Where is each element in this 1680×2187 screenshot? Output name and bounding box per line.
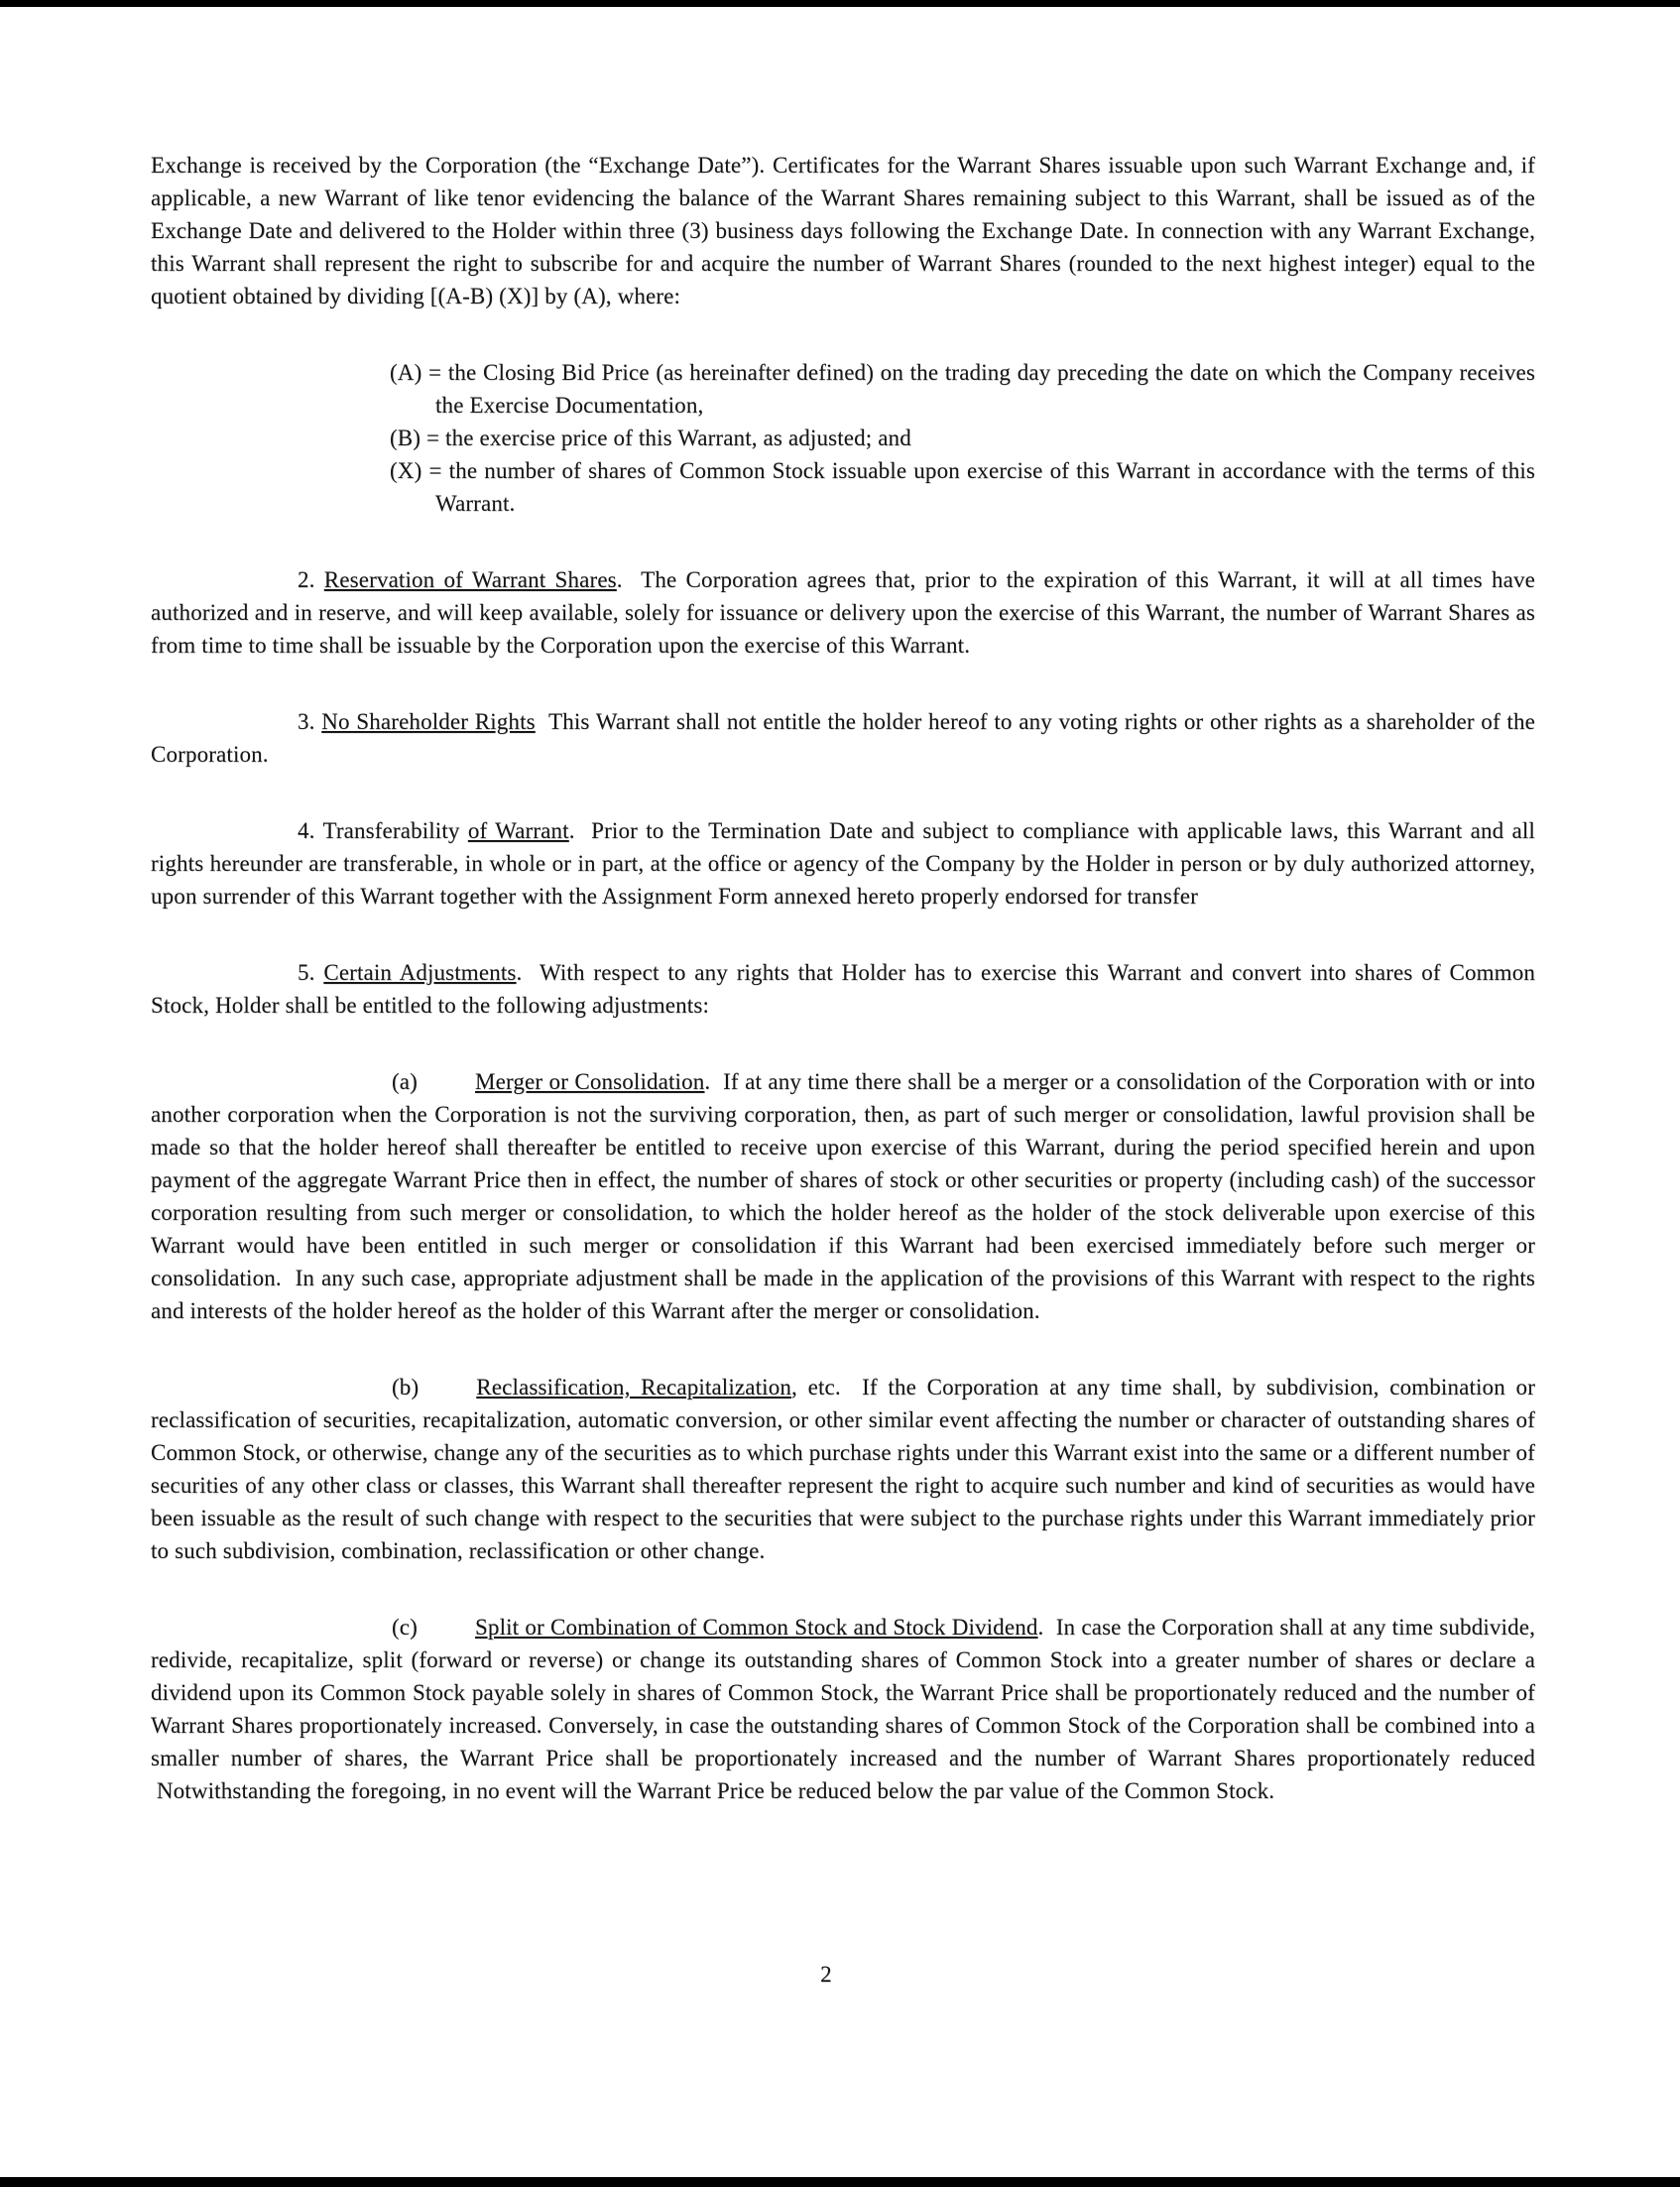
section-3-number: 3. xyxy=(298,709,315,734)
subsection-a-paragraph xyxy=(151,1065,1535,1327)
definition-item-a: (A) = the Closing Bid Price (as hereinafter defined) on the trading day preceding the date on which the Company receives the Exercise Documentation, xyxy=(390,360,1535,418)
scan-top-edge xyxy=(0,0,1680,7)
page-number: 2 xyxy=(820,1962,832,1987)
subsection-c-text: . In case the Corporation shall at any time subdivide, redivide, recapitalize, split (forward or reverse) or change its outstanding shares of Common Stock into a greater number of shares or declare a dividend upon its Common Stock payable solely in shares of Common Stock, the Warrant Price shall be proportionately reduced and the number of Warrant Shares proportionately increased. Conversely, in case the outstanding shares of Common Stock of the Corporation shall be combined into a smaller number of shares, the Warrant Price shall be proportionately increased and the number of Warrant Shares proportionately reduced Notwithstanding the foregoing, in no event will the Warrant Price be reduced below the par value of the Common Stock. xyxy=(151,1615,1535,1803)
subsection-b-label: (b) xyxy=(392,1375,420,1399)
continuation-paragraph xyxy=(151,149,1535,312)
section-2-paragraph xyxy=(151,563,1535,662)
section-4-heading: of Warrant xyxy=(467,818,569,843)
subsection-b-text: , etc. If the Corporation at any time shall, by subdivision, combination or reclassification of securities, recapitalization, automatic conversion, or other similar event affecting the number or character of outstanding shares of Common Stock, or otherwise, change any of the securities as to which purchase rights under this Warrant exist into the same or a different number of securities of any other class or classes, this Warrant shall thereafter represent the right to acquire such number and kind of securities as would have been issuable as the result of such change with respect to the securities that were subject to the purchase rights under this Warrant immediately prior to such subdivision, combination, reclassification or other change. xyxy=(151,1375,1535,1563)
section-4-paragraph xyxy=(151,814,1535,912)
section-4-heading-plain: Transferability xyxy=(322,818,468,843)
section-4-number: 4. xyxy=(298,818,315,843)
section-5-heading: Certain Adjustments xyxy=(323,960,517,985)
definition-list xyxy=(390,356,1535,520)
section-3-text: This Warrant shall not entitle the holder hereof to any voting rights or other rights as a shareholder of the Corporation. xyxy=(151,709,1535,767)
continuation-text: Exchange is received by the Corporation (the “Exchange Date”). Certificates for the Warrant Shares issuable upon such Warrant Exchange and, if applicable, a new Warrant of like tenor evidencing the balance of the Warrant Shares remaining subject to this Warrant, shall be issued as of the Exchange Date and delivered to the Holder within three (3) business days following the Exchange Date. In connection with any Warrant Exchange, this Warrant shall represent the right to subscribe for and acquire the number of Warrant Shares (rounded to the next highest integer) equal to the quotient obtained by dividing [(A-B) (X)] by (A), where: xyxy=(151,153,1535,308)
subsection-c-label: (c) xyxy=(392,1615,418,1640)
subsection-c-heading: Split or Combination of Common Stock and Stock Dividend xyxy=(474,1615,1038,1640)
subsection-c-paragraph xyxy=(151,1611,1535,1807)
subsection-b-heading: Reclassification, Recapitalization xyxy=(476,1375,791,1399)
section-3-heading: No Shareholder Rights xyxy=(321,709,536,734)
section-2-heading: Reservation of Warrant Shares xyxy=(323,567,617,592)
section-3-paragraph xyxy=(151,705,1535,771)
subsection-a-label: (a) xyxy=(392,1069,418,1094)
section-5-text: . With respect to any rights that Holder has to exercise this Warrant and convert into shares of Common Stock, Holder shall be entitled to the following adjustments: xyxy=(151,960,1535,1018)
subsection-b-paragraph xyxy=(151,1371,1535,1567)
definition-item-x: (X) = the number of shares of Common Stock issuable upon exercise of this Warrant in accordance with the terms of this Warrant. xyxy=(390,458,1535,516)
section-2-text: . The Corporation agrees that, prior to the expiration of this Warrant, it will at all times have authorized and in reserve, and will keep available, solely for issuance or delivery upon the exercise of this Warrant, the number of Warrant Shares as from time to time shall be issuable by the Corporation upon the exercise of this Warrant. xyxy=(151,567,1535,658)
subsection-a-heading: Merger or Consolidation xyxy=(474,1069,705,1094)
section-5-paragraph xyxy=(151,956,1535,1022)
definition-item-b: (B) = the exercise price of this Warrant, as adjusted; and xyxy=(390,425,911,450)
document-body xyxy=(151,149,1535,1851)
section-5-number: 5. xyxy=(298,960,315,985)
subsection-a-text: . If at any time there shall be a merger or a consolidation of the Corporation with or into another corporation when the Corporation is not the surviving corporation, then, as part of such merger or consolidation, lawful provision shall be made so that the holder hereof shall thereafter be entitled to receive upon exercise of this Warrant, during the period specified herein and upon payment of the aggregate Warrant Price then in effect, the number of shares of stock or other securities or property (including cash) of the successor corporation resulting from such merger or consolidation, to which the holder hereof as the holder of the stock deliverable upon exercise of this Warrant would have been entitled in such merger or consolidation if this Warrant had been exercised immediately before such merger or consolidation. In any such case, appropriate adjustment shall be made in the application of the provisions of this Warrant with respect to the rights and interests of the holder hereof as the holder of this Warrant after the merger or consolidation. xyxy=(151,1069,1535,1323)
section-2-number: 2. xyxy=(298,567,315,592)
section-4-text: . Prior to the Termination Date and subject to compliance with applicable laws, this Warrant and all rights hereunder are transferable, in whole or in part, at the office or agency of the Company by the Holder in person or by duly authorized attorney, upon surrender of this Warrant together with the Assignment Form annexed hereto properly endorsed for transfer xyxy=(151,818,1535,909)
scan-bottom-edge xyxy=(0,2177,1680,2187)
